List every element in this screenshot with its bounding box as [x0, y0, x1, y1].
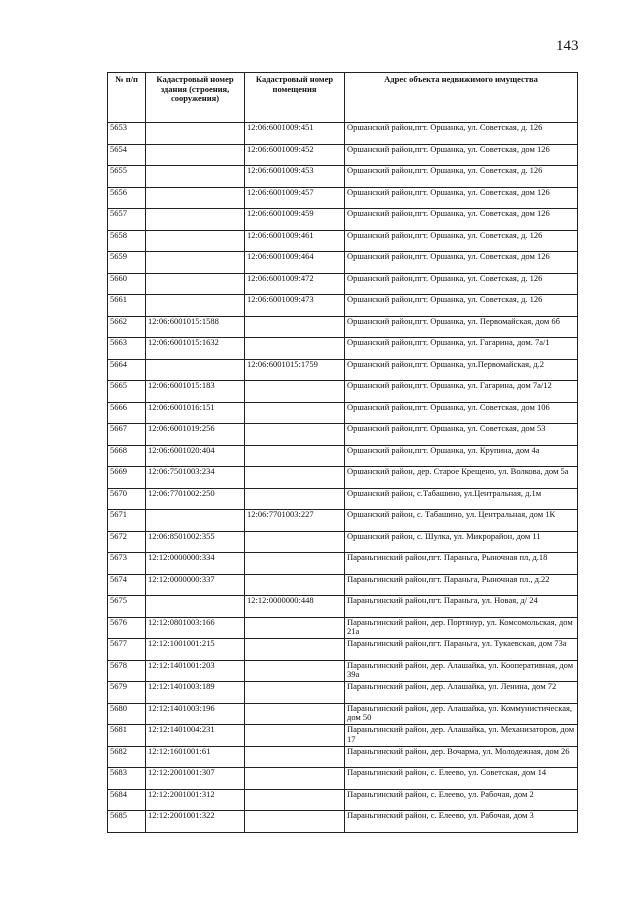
table-row	[108, 703, 578, 725]
cell-address: Оршанский район,пгт. Оршанка, ул. Советская, д. 126	[345, 273, 578, 295]
cell-building-cadastral	[146, 596, 245, 618]
cell-address: Оршанский район,пгт. Оршанка, ул. Советская, дом 126	[345, 209, 578, 231]
table-row	[108, 381, 578, 403]
cell-building-cadastral	[146, 273, 245, 295]
cell-index: 5668	[108, 445, 146, 467]
cell-building-cadastral: 12:06:8501002:355	[146, 531, 245, 553]
cell-building-cadastral: 12:12:1401003:196	[146, 703, 245, 725]
cell-building-cadastral: 12:12:0000000:334	[146, 553, 245, 575]
cell-building-cadastral: 12:12:1601001:61	[146, 746, 245, 768]
cell-index: 5659	[108, 252, 146, 274]
page-number: 143	[556, 38, 579, 54]
cell-building-cadastral: 12:06:6001019:256	[146, 424, 245, 446]
table-body	[108, 123, 578, 833]
cell-premises-cadastral	[245, 531, 345, 553]
cell-index: 5653	[108, 123, 146, 145]
cell-premises-cadastral: 12:06:6001009:457	[245, 187, 345, 209]
table-row	[108, 144, 578, 166]
cell-address: Параньгинский район, с. Елеево, ул. Советская, дом 14	[345, 768, 578, 790]
cell-address: Оршанский район,пгт. Оршанка, ул. Советская, дом 53	[345, 424, 578, 446]
cell-premises-cadastral	[245, 338, 345, 360]
cell-premises-cadastral	[245, 811, 345, 833]
cell-building-cadastral: 12:12:0000000:337	[146, 574, 245, 596]
table-row	[108, 230, 578, 252]
header-premises-cadastral: Кадастровый номер помещения	[245, 73, 345, 123]
table-row	[108, 295, 578, 317]
table-row	[108, 596, 578, 618]
cell-building-cadastral	[146, 123, 245, 145]
cell-building-cadastral	[146, 144, 245, 166]
property-table	[107, 72, 578, 833]
cell-index: 5660	[108, 273, 146, 295]
cell-address: Оршанский район, дер. Старое Крещено, ул. Волкова, дом 5а	[345, 467, 578, 489]
cell-index: 5679	[108, 682, 146, 704]
cell-premises-cadastral: 12:06:6001015:1759	[245, 359, 345, 381]
cell-address: Оршанский район,пгт. Оршанка, ул. Советская, дом 126	[345, 187, 578, 209]
cell-address: Параньгинский район, дер. Алашайка, ул. Механизаторов, дом 17	[345, 725, 578, 747]
cell-building-cadastral	[146, 187, 245, 209]
cell-index: 5665	[108, 381, 146, 403]
table-row	[108, 746, 578, 768]
cell-building-cadastral: 12:06:6001015:183	[146, 381, 245, 403]
cell-index: 5661	[108, 295, 146, 317]
cell-building-cadastral	[146, 166, 245, 188]
cell-index: 5681	[108, 725, 146, 747]
table-row	[108, 187, 578, 209]
table-row	[108, 488, 578, 510]
cell-address: Оршанский район,пгт. Оршанка, ул. Гагарина, дом 7а/12	[345, 381, 578, 403]
cell-premises-cadastral	[245, 445, 345, 467]
table-row	[108, 725, 578, 747]
cell-index: 5671	[108, 510, 146, 532]
cell-building-cadastral: 12:12:1401001:203	[146, 660, 245, 682]
cell-building-cadastral	[146, 295, 245, 317]
cell-premises-cadastral: 12:06:6001009:459	[245, 209, 345, 231]
table-header-row	[108, 73, 578, 123]
cell-address: Параньгинский район, с. Елеево, ул. Рабочая, дом 3	[345, 811, 578, 833]
cell-index: 5684	[108, 789, 146, 811]
table-row	[108, 402, 578, 424]
cell-building-cadastral	[146, 252, 245, 274]
cell-index: 5663	[108, 338, 146, 360]
table-row	[108, 273, 578, 295]
cell-address: Параньгинский район, дер. Алашайка, ул. Коммунистическая, дом 50	[345, 703, 578, 725]
table-row	[108, 682, 578, 704]
cell-building-cadastral	[146, 230, 245, 252]
cell-building-cadastral	[146, 510, 245, 532]
cell-address: Параньгинский район, дер. Алашайка, ул. Ленина, дом 72	[345, 682, 578, 704]
cell-building-cadastral: 12:06:6001016:151	[146, 402, 245, 424]
cell-building-cadastral: 12:12:1401004:231	[146, 725, 245, 747]
cell-premises-cadastral	[245, 768, 345, 790]
table-row	[108, 811, 578, 833]
cell-premises-cadastral	[245, 789, 345, 811]
table-row	[108, 123, 578, 145]
cell-address: Параньгинский район,пгт. Параньга, Рыночная пл, д.18	[345, 553, 578, 575]
table-row	[108, 316, 578, 338]
cell-index: 5669	[108, 467, 146, 489]
header-building-cadastral: Кадастровый номер здания (строения, сооружения)	[146, 73, 245, 123]
cell-premises-cadastral	[245, 553, 345, 575]
table-row	[108, 660, 578, 682]
cell-index: 5680	[108, 703, 146, 725]
cell-address: Параньгинский район, дер. Алашайка, ул. Кооперативная, дом 39а	[345, 660, 578, 682]
cell-address: Оршанский район,пгт. Оршанка, ул. Гагарина, дом. 7а/1	[345, 338, 578, 360]
cell-index: 5662	[108, 316, 146, 338]
header-index: № п/п	[108, 73, 146, 123]
cell-premises-cadastral	[245, 725, 345, 747]
cell-premises-cadastral: 12:06:6001009:452	[245, 144, 345, 166]
cell-building-cadastral: 12:06:6001015:1632	[146, 338, 245, 360]
cell-address: Оршанский район,пгт. Оршанка, ул.Первомайская, д.2	[345, 359, 578, 381]
cell-address: Оршанский район,пгт. Оршанка, ул. Советская, дом 106	[345, 402, 578, 424]
cell-building-cadastral: 12:12:1001001:215	[146, 639, 245, 661]
cell-address: Оршанский район,пгт. Оршанка, ул. Советская, д. 126	[345, 123, 578, 145]
cell-address: Оршанский район,пгт. Оршанка, ул. Советская, д. 126	[345, 166, 578, 188]
cell-building-cadastral: 12:12:2001001:312	[146, 789, 245, 811]
table-row	[108, 510, 578, 532]
cell-premises-cadastral	[245, 424, 345, 446]
cell-premises-cadastral: 12:06:7701003:227	[245, 510, 345, 532]
cell-address: Оршанский район,пгт. Оршанка, ул. Советская, дом 126	[345, 252, 578, 274]
table-row	[108, 531, 578, 553]
cell-premises-cadastral	[245, 746, 345, 768]
cell-index: 5656	[108, 187, 146, 209]
cell-premises-cadastral: 12:12:0000000:448	[245, 596, 345, 618]
cell-address: Оршанский район, с. Табашино, ул. Центральная, дом 1К	[345, 510, 578, 532]
table-row	[108, 209, 578, 231]
cell-address: Оршанский район,пгт. Оршанка, ул. Советская, д. 126	[345, 230, 578, 252]
cell-building-cadastral: 12:06:7501003:234	[146, 467, 245, 489]
cell-address: Оршанский район,пгт. Оршанка, ул. Советская, дом 126	[345, 144, 578, 166]
table-row	[108, 789, 578, 811]
cell-index: 5685	[108, 811, 146, 833]
cell-premises-cadastral: 12:06:6001009:472	[245, 273, 345, 295]
cell-premises-cadastral	[245, 639, 345, 661]
cell-address: Оршанский район,пгт. Оршанка, ул. Крупина, дом 4а	[345, 445, 578, 467]
cell-index: 5664	[108, 359, 146, 381]
cell-address: Параньгинский район,пгт. Параньга, Рыночная пл., д.22	[345, 574, 578, 596]
cell-premises-cadastral: 12:06:6001009:464	[245, 252, 345, 274]
cell-index: 5675	[108, 596, 146, 618]
cell-index: 5654	[108, 144, 146, 166]
cell-index: 5670	[108, 488, 146, 510]
cell-index: 5683	[108, 768, 146, 790]
table-row	[108, 768, 578, 790]
table-row	[108, 574, 578, 596]
cell-premises-cadastral: 12:06:6001009:461	[245, 230, 345, 252]
cell-premises-cadastral	[245, 660, 345, 682]
table-row	[108, 166, 578, 188]
cell-building-cadastral: 12:12:2001001:322	[146, 811, 245, 833]
cell-index: 5682	[108, 746, 146, 768]
cell-premises-cadastral	[245, 381, 345, 403]
cell-address: Оршанский район, с.Табашино, ул.Центральная, д.1м	[345, 488, 578, 510]
table-row	[108, 467, 578, 489]
cell-building-cadastral: 12:06:6001020:404	[146, 445, 245, 467]
cell-building-cadastral	[146, 209, 245, 231]
cell-premises-cadastral	[245, 488, 345, 510]
cell-premises-cadastral	[245, 682, 345, 704]
cell-premises-cadastral	[245, 574, 345, 596]
table-row	[108, 252, 578, 274]
cell-building-cadastral	[146, 359, 245, 381]
cell-index: 5672	[108, 531, 146, 553]
cell-premises-cadastral: 12:06:6001009:473	[245, 295, 345, 317]
table-row	[108, 445, 578, 467]
cell-index: 5655	[108, 166, 146, 188]
cell-index: 5678	[108, 660, 146, 682]
cell-address: Параньгинский район,пгт. Параньга, ул. Новая, д/ 24	[345, 596, 578, 618]
cell-address: Оршанский район,пгт. Оршанка, ул. Советская, д. 126	[345, 295, 578, 317]
cell-building-cadastral: 12:06:6001015:1588	[146, 316, 245, 338]
cell-building-cadastral: 12:12:0801003:166	[146, 617, 245, 639]
cell-index: 5676	[108, 617, 146, 639]
header-address: Адрес объекта недвижимого имущества	[345, 73, 578, 123]
cell-index: 5657	[108, 209, 146, 231]
table-row	[108, 639, 578, 661]
cell-index: 5667	[108, 424, 146, 446]
table-row	[108, 617, 578, 639]
cell-address: Параньгинский район, дер. Вочарма, ул. Молодежная, дом 26	[345, 746, 578, 768]
cell-address: Оршанский район, с. Шулка, ул. Микрорайон, дом 11	[345, 531, 578, 553]
cell-premises-cadastral	[245, 617, 345, 639]
cell-premises-cadastral	[245, 703, 345, 725]
cell-premises-cadastral	[245, 402, 345, 424]
cell-index: 5673	[108, 553, 146, 575]
cell-building-cadastral: 12:06:7701002:250	[146, 488, 245, 510]
cell-address: Оршанский район,пгт. Оршанка, ул. Первомайская, дом 6б	[345, 316, 578, 338]
cell-address: Параньгинский район,пгт. Параньга, ул. Тукаевская, дом 73а	[345, 639, 578, 661]
cell-index: 5666	[108, 402, 146, 424]
cell-premises-cadastral	[245, 467, 345, 489]
cell-address: Параньгинский район, дер. Портянур, ул. Комсомольская, дом 21а	[345, 617, 578, 639]
table-row	[108, 424, 578, 446]
cell-index: 5658	[108, 230, 146, 252]
cell-building-cadastral: 12:12:2001001:307	[146, 768, 245, 790]
table-row	[108, 338, 578, 360]
cell-address: Параньгинский район, с. Елеево, ул. Рабочая, дом 2	[345, 789, 578, 811]
table-row	[108, 359, 578, 381]
table-row	[108, 553, 578, 575]
cell-premises-cadastral	[245, 316, 345, 338]
cell-index: 5674	[108, 574, 146, 596]
cell-premises-cadastral: 12:06:6001009:451	[245, 123, 345, 145]
cell-index: 5677	[108, 639, 146, 661]
cell-building-cadastral: 12:12:1401003:189	[146, 682, 245, 704]
cell-premises-cadastral: 12:06:6001009:453	[245, 166, 345, 188]
